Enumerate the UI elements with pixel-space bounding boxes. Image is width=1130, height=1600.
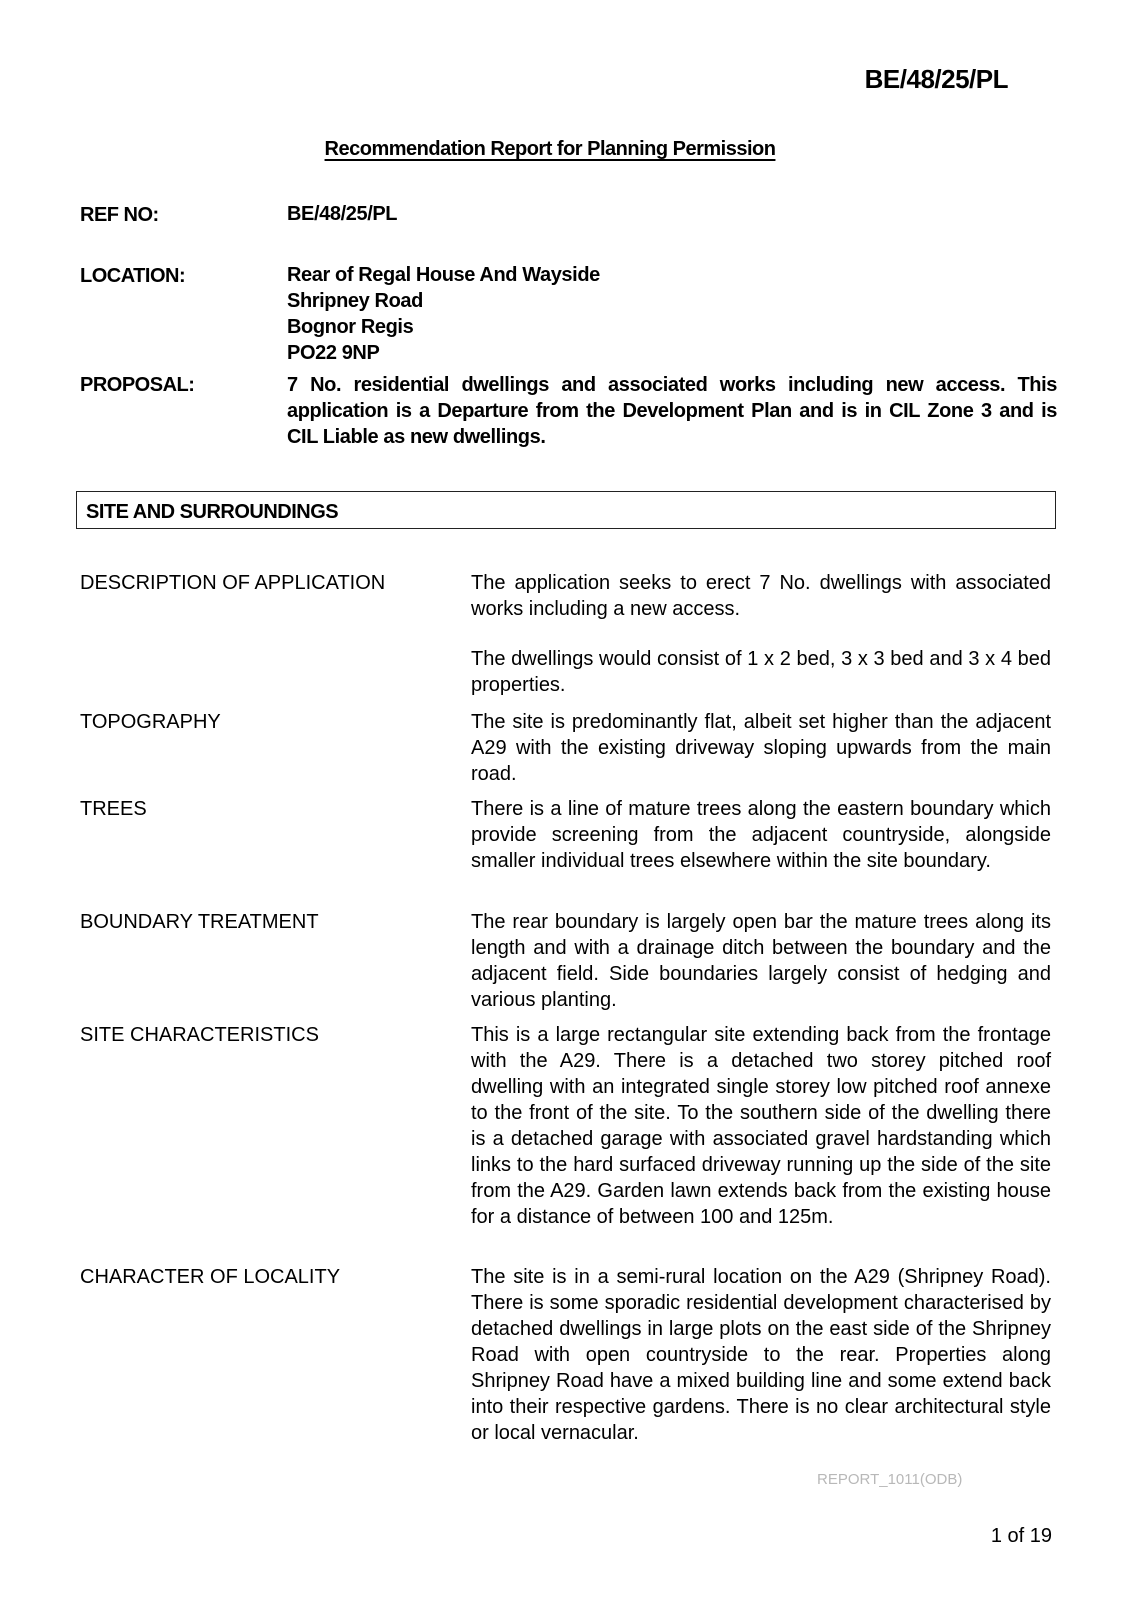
row-label-site-characteristics: SITE CHARACTERISTICS bbox=[80, 1024, 319, 1046]
row-label-topography: TOPOGRAPHY bbox=[80, 711, 221, 733]
report-code: REPORT_1011(ODB) bbox=[817, 1471, 963, 1488]
row-text-character: The site is in a semi-rural location on the A29 (Shripney Road). There is some sporadic residential development characterised by detached dwellings in large plots on the east side of the Shripney Road with open countryside to the rear. Properties along Shripney Road have a mixed building line and some extend back into their respective gardens. There is no clear architectural style or local vernacular. bbox=[471, 1266, 1051, 1444]
row-text-site-characteristics: This is a large rectangular site extending back from the frontage with the A29. There is a detached two storey pitched roof dwelling with an integrated single storey low pitched roof annexe to the front of the site. To the southern side of the dwelling there is a detached garage with associated gravel hardstanding which links to the hard surfaced driveway running up the side of the site from the A29. Garden lawn extends back from the existing house for a distance of between 100 and 125m. bbox=[471, 1024, 1051, 1228]
location-line: Bognor Regis bbox=[287, 316, 414, 338]
row-label-boundary: BOUNDARY TREATMENT bbox=[80, 911, 319, 933]
proposal-value: 7 No. residential dwellings and associated works including new access. This application is a Departure from the Development Plan and is in CIL Zone 3 and is CIL Liable as new dwellings. bbox=[287, 374, 1057, 448]
location-value bbox=[287, 262, 1057, 366]
description-paragraph-2: The dwellings would consist of 1 x 2 bed, 3 x 3 bed and 3 x 4 bed properties. bbox=[471, 648, 1051, 696]
ref-no-value: BE/48/25/PL bbox=[287, 203, 398, 225]
report-title-text: Recommendation Report for Planning Permission bbox=[324, 138, 776, 160]
report-title bbox=[0, 138, 1100, 161]
row-text-topography: The site is predominantly flat, albeit set higher than the adjacent A29 with the existing driveway sloping upwards from the main road. bbox=[471, 711, 1051, 785]
ref-no-label: REF NO: bbox=[80, 204, 159, 226]
row-label-description: DESCRIPTION OF APPLICATION bbox=[80, 572, 386, 594]
location-line: Shripney Road bbox=[287, 290, 423, 312]
row-text-description bbox=[471, 570, 1051, 698]
row-label-character: CHARACTER OF LOCALITY bbox=[80, 1266, 341, 1288]
location-label: LOCATION: bbox=[80, 265, 186, 287]
proposal-label: PROPOSAL: bbox=[80, 374, 195, 396]
page-reference: BE/48/25/PL bbox=[864, 64, 1008, 94]
row-text-boundary: The rear boundary is largely open bar the mature trees along its length and with a drainage ditch between the boundary and the adjacent field. Side boundaries largely consist of hedging and various planting. bbox=[471, 911, 1051, 1011]
page-number: 1 of 19 bbox=[990, 1525, 1052, 1547]
row-text-trees: There is a line of mature trees along the eastern boundary which provide screening from the adjacent countryside, alongside smaller individual trees elsewhere within the site boundary. bbox=[471, 798, 1051, 872]
location-line: PO22 9NP bbox=[287, 342, 380, 364]
description-paragraph: The application seeks to erect 7 No. dwellings with associated works including a new access. bbox=[471, 572, 1051, 620]
section-heading: SITE AND SURROUNDINGS bbox=[86, 501, 339, 523]
row-label-trees: TREES bbox=[80, 798, 147, 820]
location-line: Rear of Regal House And Wayside bbox=[287, 264, 600, 286]
section-heading-box bbox=[76, 491, 1056, 529]
